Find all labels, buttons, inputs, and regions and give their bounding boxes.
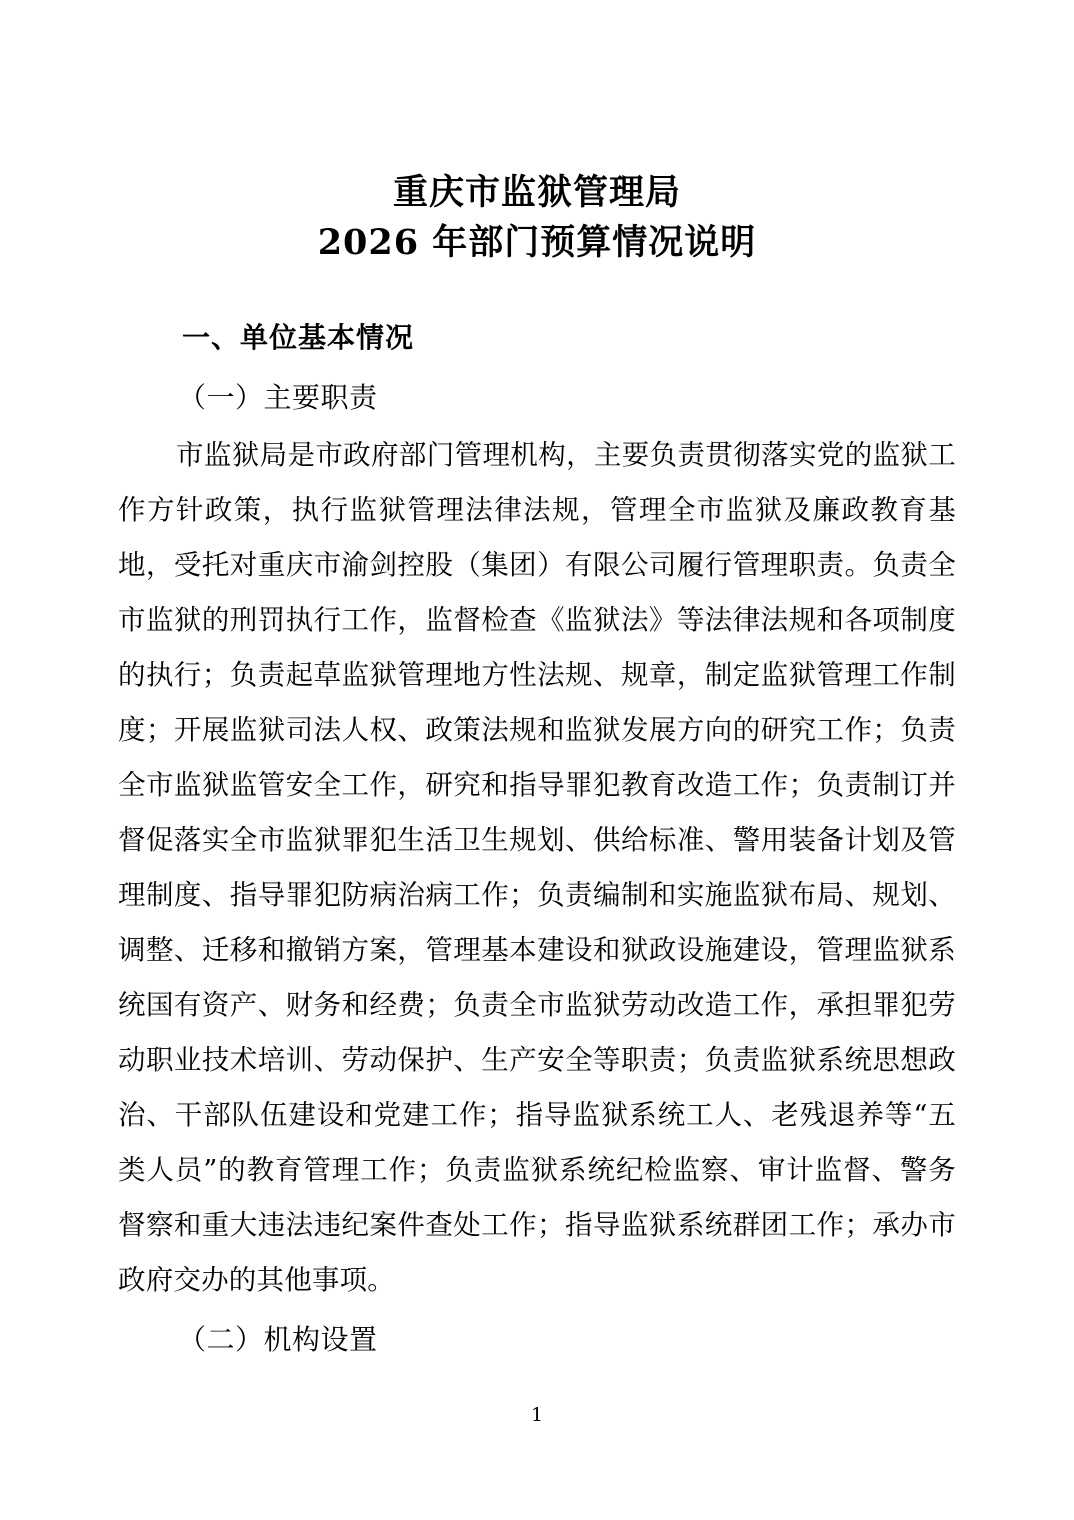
title-line-2: 2026 年部门预算情况说明 xyxy=(317,222,757,263)
paragraph-main-duties: 市监狱局是市政府部门管理机构，主要负责贯彻落实党的监狱工作方针政策，执行监狱管理法律法规，管理全市监狱及廉政教育基地，受托对重庆市渝剑控股（集团）有限公司履行管理职责。负责全市监狱的刑罚执行工作，监督检查《监狱法》等法律法规和各项制度的执行；负责起草监狱管理地方性法规、规章，制定监狱管理工作制度；开展监狱司法人权、政策法规和监狱发展方向的研究工作；负责全市监狱监管安全工作，研究和指导罪犯教育改造工作；负责制订并督促落实全市监狱罪犯生活卫生规划、供给标准、警用装备计划及管理制度、指导罪犯防病治病工作；负责编制和实施监狱布局、规划、调整、迁移和撤销方案，管理基本建设和狱政设施建设，管理监狱系统国有资产、财务和经费；负责全市监狱劳动改造工作，承担罪犯劳动职业技术培训、劳动保护、生产安全等职责；负责监狱系统思想政治、干部队伍建设和党建工作；指导监狱系统工人、老残退养等“五类人员”的教育管理工作；负责监狱系统纪检监察、审计监督、警务督察和重大违法违纪案件查处工作；指导监狱系统群团工作；承办市政府交办的其他事项。 xyxy=(118,439,956,1296)
page-number: 1 xyxy=(530,1404,544,1426)
document-title xyxy=(118,168,956,268)
sub-heading-organization: （二）机构设置 xyxy=(178,1323,378,1356)
document-content xyxy=(118,0,956,1368)
sub-heading-main-duties: （一）主要职责 xyxy=(178,381,378,414)
title-line-1: 重庆市监狱管理局 xyxy=(392,172,681,213)
section-heading-basic-info: 一、单位基本情况 xyxy=(182,321,415,354)
